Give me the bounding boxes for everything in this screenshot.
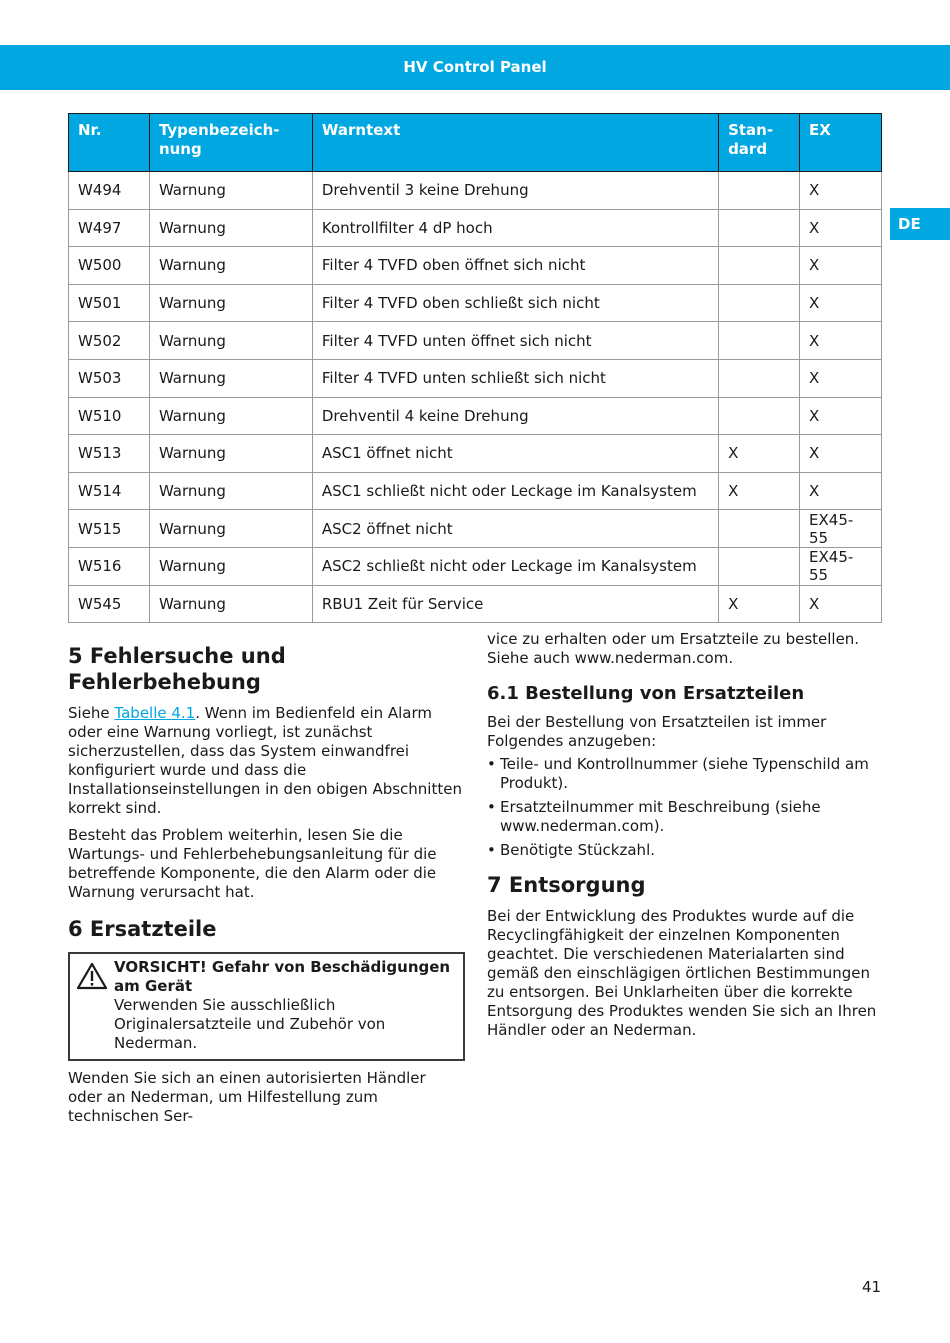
cell-type: Warnung (149, 322, 312, 360)
cell-standard (719, 322, 800, 360)
cell-warntext: Filter 4 TVFD oben schließt sich nicht (312, 284, 718, 322)
list-item: • Ersatzteilnummer mit Beschreibung (siehe www.nederman.com). (487, 798, 882, 836)
cell-standard: X (719, 585, 800, 623)
section-6-paragraph: Wenden Sie sich an einen autorisierten Händler oder an Nederman, um Hilfestellung zum technischen Ser- (68, 1069, 426, 1125)
cell-nr: W501 (69, 284, 150, 322)
table-row (69, 359, 882, 397)
list-item: • Benötigte Stückzahl. (487, 841, 882, 860)
table-row (69, 510, 882, 548)
section-6-title: 6 Ersatzteile (68, 917, 217, 941)
cell-nr: W500 (69, 247, 150, 285)
col-header-type: Typenbezeich- nung (149, 114, 312, 172)
cell-type: Warnung (149, 172, 312, 210)
col-header-nr: Nr. (69, 114, 150, 172)
col-header-warntext: Warntext (312, 114, 718, 172)
cell-nr: W515 (69, 510, 150, 548)
cell-type: Warnung (149, 247, 312, 285)
header-title: HV Control Panel (403, 58, 547, 76)
caution-title: VORSICHT! Gefahr von Beschädigungen am Gerät (114, 958, 451, 995)
cell-type: Warnung (149, 359, 312, 397)
warning-triangle-icon (76, 962, 108, 995)
cell-standard: X (719, 472, 800, 510)
section-7-paragraph: Bei der Entwicklung des Produktes wurde auf die Recyclingfähigkeit der einzelnen Komponenten geachtet. Die verschiedenen Materialarten sind gemäß den einschlägigen örtlichen Bestimmungen zu entsorgen. Bei Unklarheiten über die korrekte Entsorgung des Produktes wenden Sie sich an Ihren Händler oder an Nederman. (487, 907, 877, 1039)
cell-warntext: Drehventil 4 keine Drehung (312, 397, 718, 435)
col-header-standard: Stan- dard (719, 114, 800, 172)
cell-warntext: ASC1 öffnet nicht (312, 435, 718, 473)
language-tab: DE (890, 208, 950, 240)
cell-nr: W502 (69, 322, 150, 360)
cell-type: Warnung (149, 435, 312, 473)
cell-standard (719, 284, 800, 322)
cell-standard (719, 510, 800, 548)
caution-box (68, 952, 465, 1061)
table-link[interactable]: Tabelle 4.1 (114, 704, 196, 722)
cell-type: Warnung (149, 397, 312, 435)
cell-nr: W494 (69, 172, 150, 210)
section-6-continued: vice zu erhalten oder um Ersatzteile zu bestellen. Siehe auch www.nederman.com. (487, 630, 860, 667)
warning-table (68, 113, 882, 623)
cell-warntext: Filter 4 TVFD unten öffnet sich nicht (312, 322, 718, 360)
section-5-paragraph-2: Besteht das Problem weiterhin, lesen Sie die Wartungs- und Fehlerbehebungsanleitung für die betreffende Komponente, die den Alarm oder die Warnung verursacht hat. (68, 826, 437, 901)
cell-warntext: Filter 4 TVFD unten schließt sich nicht (312, 359, 718, 397)
cell-ex: X (800, 585, 882, 623)
cell-standard (719, 547, 800, 585)
table-row (69, 397, 882, 435)
table-row (69, 322, 882, 360)
cell-ex: EX45-55 (800, 510, 882, 548)
section-6-1-paragraph: Bei der Bestellung von Ersatzteilen ist immer Folgendes anzugeben: (487, 713, 827, 750)
cell-ex: X (800, 322, 882, 360)
section-5-paragraph-1: Siehe Tabelle 4.1. Wenn im Bedienfeld ein Alarm oder eine Warnung vorliegt, ist zunächst sicherzustellen, dass das System einwandfrei konfiguriert wurde und dass die Installationseinstellungen in den obigen Abschnitten korrekt sind. (68, 704, 462, 817)
header-bar (0, 45, 950, 90)
list-item: • Teile- und Kontrollnummer (siehe Typenschild am Produkt). (487, 755, 882, 793)
section-6-1-title: 6.1 Bestellung von Ersatzteilen (487, 683, 805, 704)
cell-type: Warnung (149, 284, 312, 322)
cell-nr: W545 (69, 585, 150, 623)
cell-standard (719, 209, 800, 247)
section-5-title: 5 Fehlersuche und Fehlerbehebung (68, 644, 286, 694)
cell-ex: X (800, 359, 882, 397)
cell-standard (719, 247, 800, 285)
cell-type: Warnung (149, 209, 312, 247)
table-row (69, 547, 882, 585)
cell-type: Warnung (149, 510, 312, 548)
cell-nr: W513 (69, 435, 150, 473)
cell-type: Warnung (149, 585, 312, 623)
cell-ex: X (800, 397, 882, 435)
cell-warntext: RBU1 Zeit für Service (312, 585, 718, 623)
table-row (69, 472, 882, 510)
cell-ex: X (800, 209, 882, 247)
right-column (487, 630, 882, 1048)
cell-nr: W497 (69, 209, 150, 247)
cell-warntext: Kontrollfilter 4 dP hoch (312, 209, 718, 247)
cell-warntext: Filter 4 TVFD oben öffnet sich nicht (312, 247, 718, 285)
cell-ex: X (800, 247, 882, 285)
cell-ex: EX45-55 (800, 547, 882, 585)
caution-text: Verwenden Sie ausschließlich Originalersatzteile und Zubehör von Nederman. (114, 996, 386, 1052)
cell-standard (719, 397, 800, 435)
cell-ex: X (800, 284, 882, 322)
table-row (69, 247, 882, 285)
cell-warntext: ASC1 schließt nicht oder Leckage im Kanalsystem (312, 472, 718, 510)
cell-type: Warnung (149, 472, 312, 510)
table-row (69, 172, 882, 210)
table-row (69, 435, 882, 473)
cell-ex: X (800, 172, 882, 210)
table-row (69, 585, 882, 623)
cell-ex: X (800, 472, 882, 510)
cell-nr: W503 (69, 359, 150, 397)
cell-standard: X (719, 435, 800, 473)
cell-standard (719, 172, 800, 210)
table-header-row (69, 114, 882, 172)
cell-warntext: ASC2 schließt nicht oder Leckage im Kanalsystem (312, 547, 718, 585)
cell-warntext: Drehventil 3 keine Drehung (312, 172, 718, 210)
section-7-title: 7 Entsorgung (487, 873, 646, 897)
table-row (69, 209, 882, 247)
cell-nr: W514 (69, 472, 150, 510)
parts-info-list (487, 755, 882, 860)
page-number: 41 (862, 1278, 882, 1296)
cell-type: Warnung (149, 547, 312, 585)
cell-standard (719, 359, 800, 397)
cell-nr: W516 (69, 547, 150, 585)
table-row (69, 284, 882, 322)
col-header-ex: EX (800, 114, 882, 172)
cell-ex: X (800, 435, 882, 473)
cell-warntext: ASC2 öffnet nicht (312, 510, 718, 548)
left-column (68, 643, 463, 1134)
cell-nr: W510 (69, 397, 150, 435)
